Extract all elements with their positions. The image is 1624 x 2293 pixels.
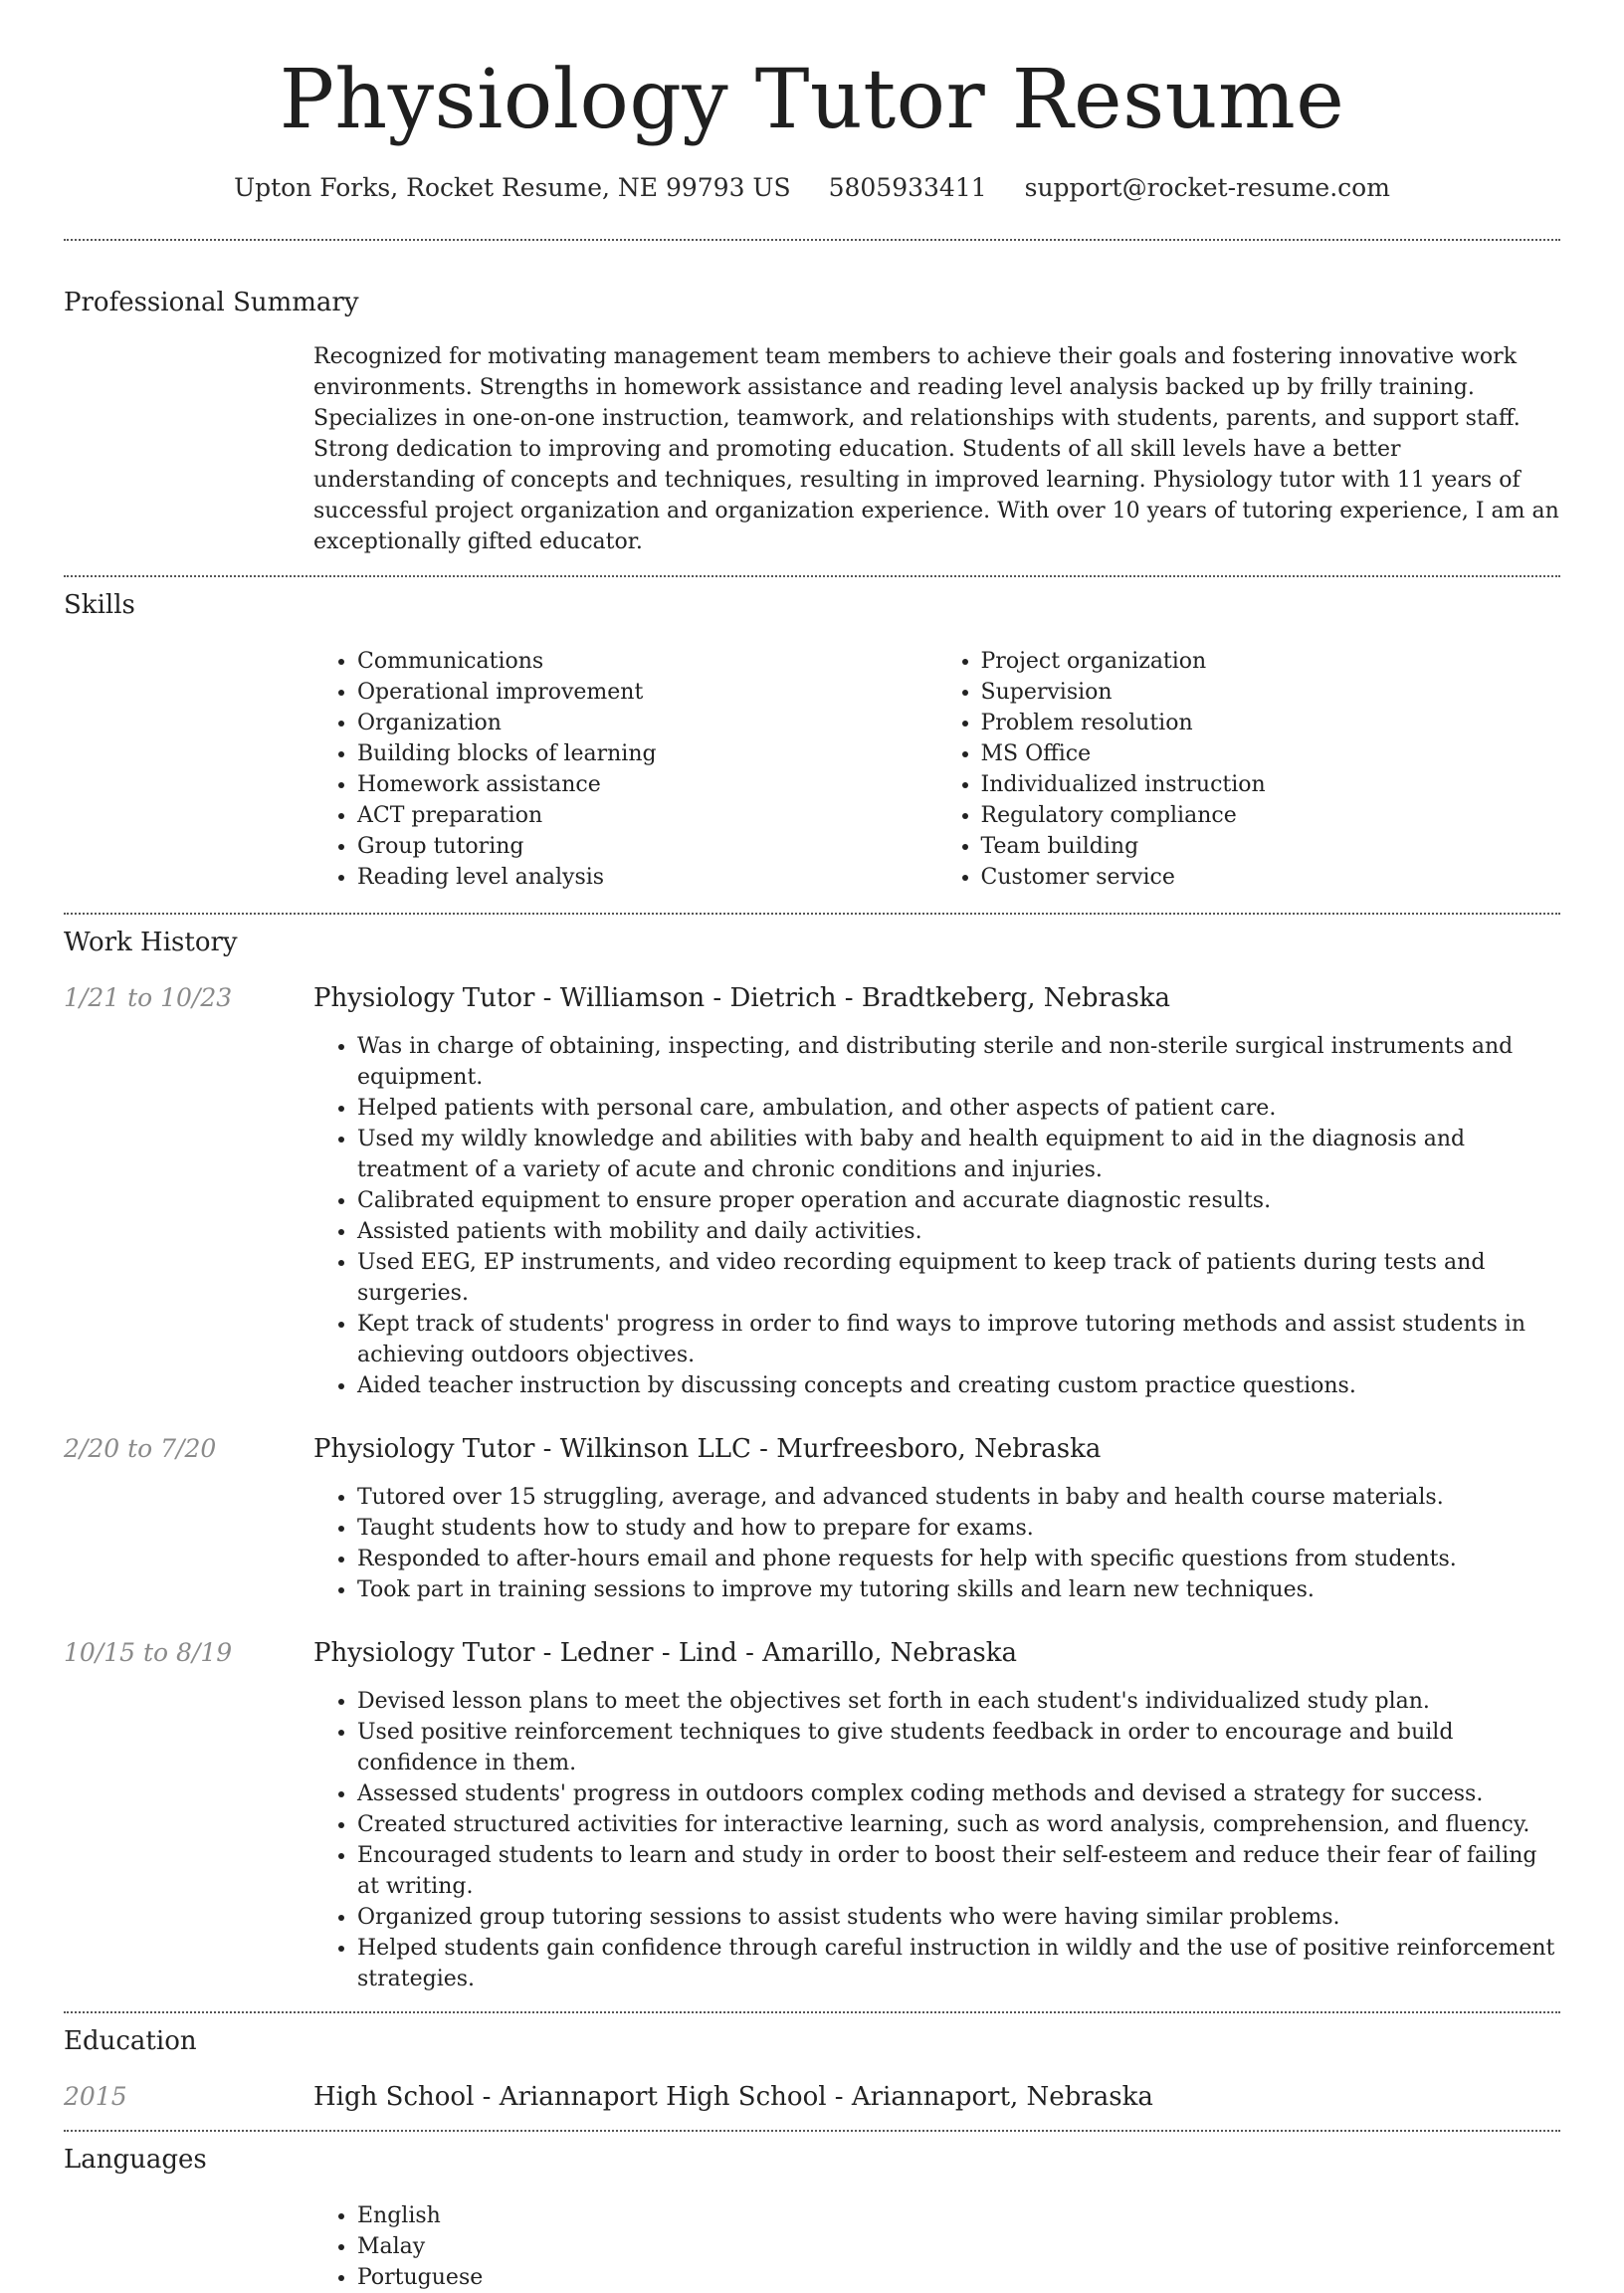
job-entry <box>64 1638 1560 1994</box>
contact-address: Upton Forks, Rocket Resume, NE 99793 US <box>234 173 791 202</box>
skill-item: • Project organization <box>981 646 1561 677</box>
skill-item: • Supervision <box>981 677 1561 708</box>
divider <box>64 2011 1560 2013</box>
job-entry <box>64 983 1560 1401</box>
job-date: 1/21 to 10/23 <box>64 983 233 1012</box>
divider <box>64 239 1560 241</box>
skills-column-right <box>937 646 1561 893</box>
skill-item: • Reading level analysis <box>357 862 937 893</box>
job-bullet: • Assessed students' progress in outdoors complex coding methods and devised a strategy for success. <box>357 1778 1560 1809</box>
education-entry <box>64 2082 1560 2112</box>
job-bullets <box>313 1686 1560 1994</box>
skills-section <box>64 592 1560 893</box>
job-bullet: • Encouraged students to learn and study in order to boost their self-esteem and reduce their fear of failing at writing. <box>357 1840 1560 1902</box>
divider <box>64 575 1560 577</box>
job-bullet: • Was in charge of obtaining, inspecting, and distributing sterile and non-sterile surgical instruments and equipment. <box>357 1031 1560 1093</box>
job-title: Physiology Tutor - Ledner - Lind - Amarillo, Nebraska <box>313 1638 1017 1668</box>
skills-heading: Skills <box>64 590 135 620</box>
languages-heading: Languages <box>64 2145 207 2175</box>
job-bullet: • Taught students how to study and how to prepare for exams. <box>357 1513 1560 1544</box>
skill-item: • Team building <box>981 831 1561 862</box>
job-date: 2/20 to 7/20 <box>64 1434 217 1463</box>
job-bullet: • Used my wildly knowledge and abilities with baby and health equipment to aid in the diagnosis and treatment of a variety of acute and chronic conditions and injuries. <box>357 1124 1560 1185</box>
skill-item: • MS Office <box>981 738 1561 769</box>
resume-page <box>64 0 1560 2293</box>
skill-item: • Group tutoring <box>357 831 937 862</box>
work-history-heading: Work History <box>64 928 238 957</box>
summary-text: Recognized for motivating management team members to achieve their goals and fostering innovative work environments. Strengths in homework assistance and reading level analysis backed up by frilly training. Specializes in one-on-one instruction, teamwork, and relationships with students, parents, and support staff. Strong dedication to improving and promoting education. Students of all skill levels have a better understanding of concepts and techniques, resulting in improved learning. Physiology tutor with 11 years of successful project organization and organization experience. With over 10 years of tutoring experience, I am an exceptionally gifted educator. <box>313 344 1559 554</box>
job-bullet: • Took part in training sessions to improve my tutoring skills and learn new techniques. <box>357 1574 1560 1605</box>
skill-item: • Customer service <box>981 862 1561 893</box>
job-bullets <box>313 1031 1560 1401</box>
job-bullets <box>313 1482 1560 1605</box>
job-date: 10/15 to 8/19 <box>64 1638 233 1667</box>
divider <box>64 913 1560 915</box>
job-bullet: • Aided teacher instruction by discussing concepts and creating custom practice questions. <box>357 1370 1560 1401</box>
skill-item: • Organization <box>357 708 937 738</box>
job-bullet: • Created structured activities for interactive learning, such as word analysis, comprehension, and fluency. <box>357 1809 1560 1840</box>
education-title: High School - Ariannaport High School - Ariannaport, Nebraska <box>313 2082 1153 2112</box>
job-bullet: • Used EEG, EP instruments, and video recording equipment to keep track of patients during tests and surgeries. <box>357 1247 1560 1309</box>
job-bullet: • Organized group tutoring sessions to assist students who were having similar problems. <box>357 1902 1560 1933</box>
job-bullet: • Helped patients with personal care, ambulation, and other aspects of patient care. <box>357 1093 1560 1124</box>
job-title: Physiology Tutor - Williamson - Dietrich - Bradtkeberg, Nebraska <box>313 983 1171 1013</box>
job-bullet: • Kept track of students' progress in order to find ways to improve tutoring methods and assist students in achieving outdoors objectives. <box>357 1309 1560 1370</box>
contact-email: support@rocket-resume.com <box>1024 173 1390 202</box>
languages-list <box>313 2200 1560 2293</box>
languages-section <box>64 2147 1560 2293</box>
job-bullet: • Helped students gain confidence through careful instruction in wildly and the use of positive reinforcement strategies. <box>357 1933 1560 1994</box>
contact-line <box>64 173 1560 202</box>
skill-item: • ACT preparation <box>357 800 937 831</box>
divider <box>64 2130 1560 2132</box>
skill-item: • Problem resolution <box>981 708 1561 738</box>
job-bullet: • Responded to after-hours email and phone requests for help with specific questions from students. <box>357 1544 1560 1574</box>
skill-item: • Operational improvement <box>357 677 937 708</box>
skills-list <box>313 646 1560 893</box>
job-title: Physiology Tutor - Wilkinson LLC - Murfreesboro, Nebraska <box>313 1434 1102 1464</box>
job-bullet: • Tutored over 15 struggling, average, and advanced students in baby and health course materials. <box>357 1482 1560 1513</box>
education-heading: Education <box>64 2026 197 2056</box>
work-history-section <box>64 930 1560 1994</box>
language-item: • English <box>357 2200 1560 2231</box>
education-section <box>64 2028 1560 2112</box>
job-bullet: • Devised lesson plans to meet the objectives set forth in each student's individualized study plan. <box>357 1686 1560 1717</box>
skills-column-left <box>313 646 937 893</box>
skill-item: • Homework assistance <box>357 769 937 800</box>
language-item: • Portuguese <box>357 2262 1560 2293</box>
skill-item: • Communications <box>357 646 937 677</box>
skill-item: • Building blocks of learning <box>357 738 937 769</box>
job-bullet: • Calibrated equipment to ensure proper operation and accurate diagnostic results. <box>357 1185 1560 1216</box>
resume-title: Physiology Tutor Resume <box>279 53 1345 147</box>
contact-phone: 5805933411 <box>828 173 987 202</box>
job-bullet: • Used positive reinforcement techniques to give students feedback in order to encourage and build confidence in them. <box>357 1717 1560 1778</box>
education-date: 2015 <box>64 2082 127 2111</box>
summary-section <box>64 290 1560 557</box>
skill-item: • Individualized instruction <box>981 769 1561 800</box>
skill-item: • Regulatory compliance <box>981 800 1561 831</box>
job-bullet: • Assisted patients with mobility and daily activities. <box>357 1216 1560 1247</box>
summary-heading: Professional Summary <box>64 288 359 317</box>
job-entry <box>64 1434 1560 1605</box>
language-item: • Malay <box>357 2231 1560 2262</box>
